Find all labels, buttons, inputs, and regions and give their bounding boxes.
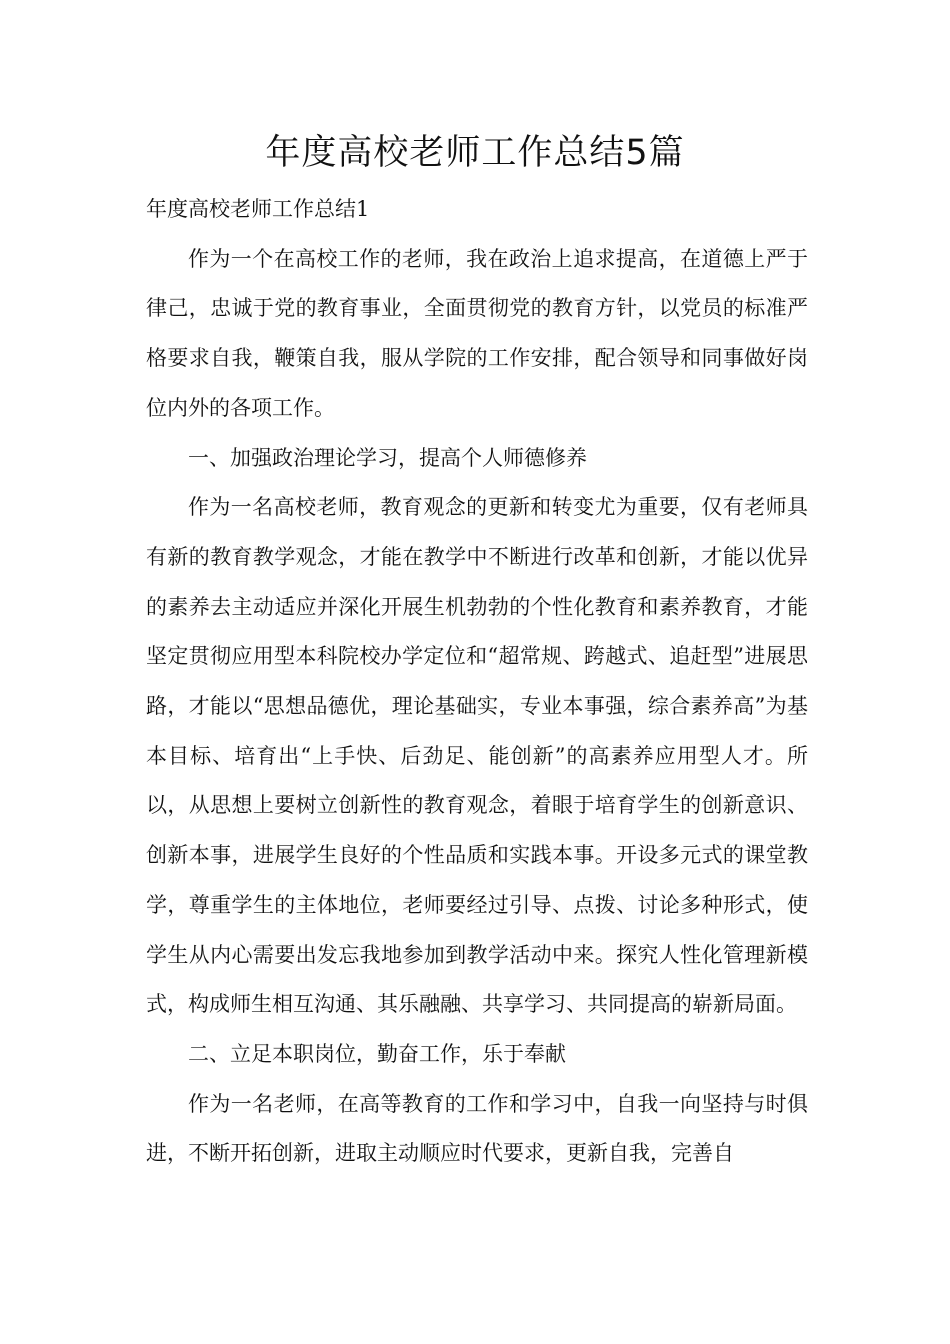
section-heading-1: 一、加强政治理论学习，提高个人师德修养: [188, 445, 587, 470]
document-body: [146, 185, 808, 1179]
paragraph-section-2: 作为一名老师，在高等教育的工作和学习中，自我一向坚持与时俱进，不断开拓创新，进取主动顺应时代要求，更新自我，完善自: [146, 1091, 808, 1166]
section-subtitle: 年度高校老师工作总结1: [146, 197, 370, 221]
paragraph-intro: 作为一个在高校工作的老师，我在政治上追求提高，在道德上严于律己，忠诚于党的教育事业，全面贯彻党的教育方针，以党员的标准严格要求自我，鞭策自我，服从学院的工作安排，配合领导和同事做好岗位内外的各项工作。: [146, 246, 808, 420]
paragraph-section-1: 作为一名高校老师，教育观念的更新和转变尤为重要，仅有老师具有新的教育教学观念，才能在教学中不断进行改革和创新，才能以优异的素养去主动适应并深化开展生机勃勃的个性化教育和素养教育，才能坚定贯彻应用型本科院校办学定位和“超常规、跨越式、追赶型”进展思路，才能以“思想品德优，理论基础实，专业本事强，综合素养高”为基本目标、培育出“上手快、后劲足、能创新”的高素养应用型人才。所以，从思想上要树立创新性的教育观念，着眼于培育学生的创新意识、创新本事，进展学生良好的个性品质和实践本事。开设多元式的课堂教学，尊重学生的主体地位，老师要经过引导、点拨、讨论多种形式，使学生从内心需要出发忘我地参加到教学活动中来。探究人性化管理新模式，构成师生相互沟通、其乐融融、共享学习、共同提高的崭新局面。: [146, 495, 808, 1017]
document-title: 年度高校老师工作总结5篇: [265, 133, 685, 173]
section-heading-2: 二、立足本职岗位，勤奋工作，乐于奉献: [188, 1041, 566, 1066]
